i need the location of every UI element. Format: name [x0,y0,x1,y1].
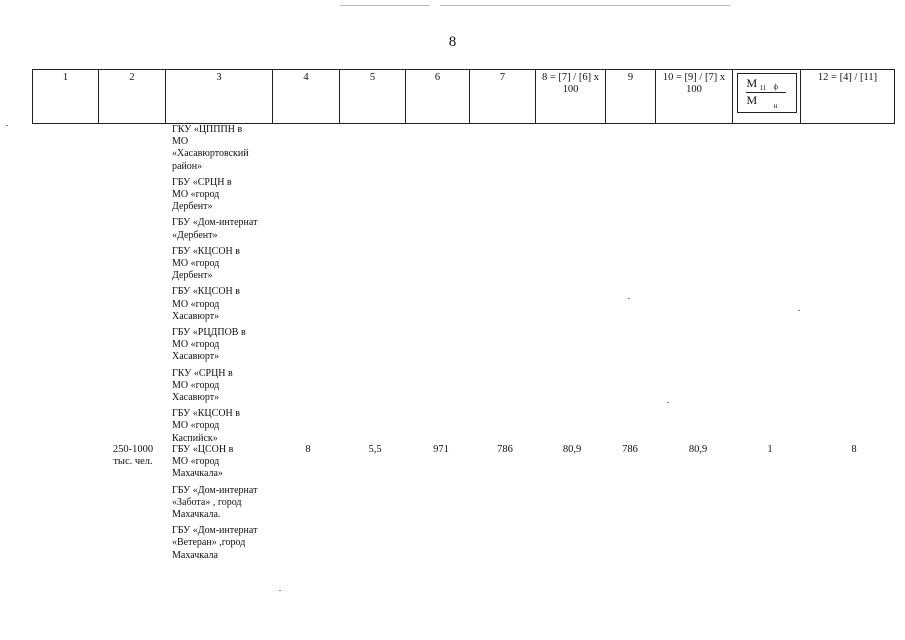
value-col-7: 786 [497,444,513,455]
scan-top-rule [440,5,730,6]
institution-entry: ГБУ «Дом-интернат «Дербент» [172,217,258,241]
value-col-11: 1 [767,444,773,455]
institution-entry: ГБУ «Дом-интернат «Ветеран» ,город Махачкала [172,525,258,561]
institution-list-group [172,444,277,566]
formula-denominator-subscript: н [773,102,778,110]
value-col-10: 80,9 [688,444,708,455]
header-col-9: 9 [606,70,656,124]
value-col-4: 8 [305,444,311,455]
header-col-1: 1 [33,70,99,124]
header-col-7: 7 [470,70,536,124]
header-col-8: 8 = [7] / [6] x 100 [536,70,606,124]
header-col-11 [733,70,801,124]
scan-speck [667,402,669,403]
formula-column-index: 11 [759,84,767,92]
header-col-4: 4 [273,70,340,124]
institution-entry: ГКУ «СРЦН в МО «город Хасавюрт» [172,367,233,404]
value-col-12: 8 [851,444,857,455]
population-group: 250-1000 тыс. чел. [112,444,154,467]
header-col-12: 12 = [4] / [11] [801,70,895,124]
formula-box [737,73,797,113]
formula-numerator: M [746,76,758,90]
institution-entry: ГБУ «СРЦН в МО «город Дербент» [172,176,232,213]
institution-entry: ГБУ «КЦСОН в МО «город Каспийск» [172,408,240,444]
institution-entry: ГБУ «РЦДПОВ в МО «город Хасавюрт» [172,327,246,363]
header-col-6: 6 [406,70,470,124]
institution-entry: ГБУ «КЦСОН в МО «город Хасавюрт» [172,286,240,322]
scan-speck [6,125,8,126]
header-col-5: 5 [340,70,406,124]
institution-entry: ГБУ «Дом-интернат «Забота» , город Махачкала. [172,484,258,521]
formula-denominator: M [746,93,758,107]
scan-speck [798,310,800,311]
header-col-10: 10 = [9] / [7] x 100 [656,70,733,124]
value-col-8: 80,9 [562,444,582,455]
value-col-5: 5,5 [368,444,382,455]
institution-entry: ГБУ «КЦСОН в МО «город Дербент» [172,245,240,282]
scan-speck [628,298,630,299]
institution-entry: ГКУ «ЦПППН в МО «Хасавюртовский район» [172,124,249,172]
header-col-3: 3 [166,70,273,124]
header-col-2: 2 [99,70,166,124]
institution-list-upper [172,124,277,449]
value-col-6: 971 [433,444,449,455]
page-number: 8 [448,34,457,50]
scan-top-rule [340,5,430,6]
value-col-9: 786 [622,444,638,455]
institution-entry: ГБУ «ЦСОН в МО «город Махачкала» [172,444,234,480]
formula-numerator-subscript: ф [773,83,779,91]
scan-speck [279,590,281,591]
column-number-header [32,69,895,124]
